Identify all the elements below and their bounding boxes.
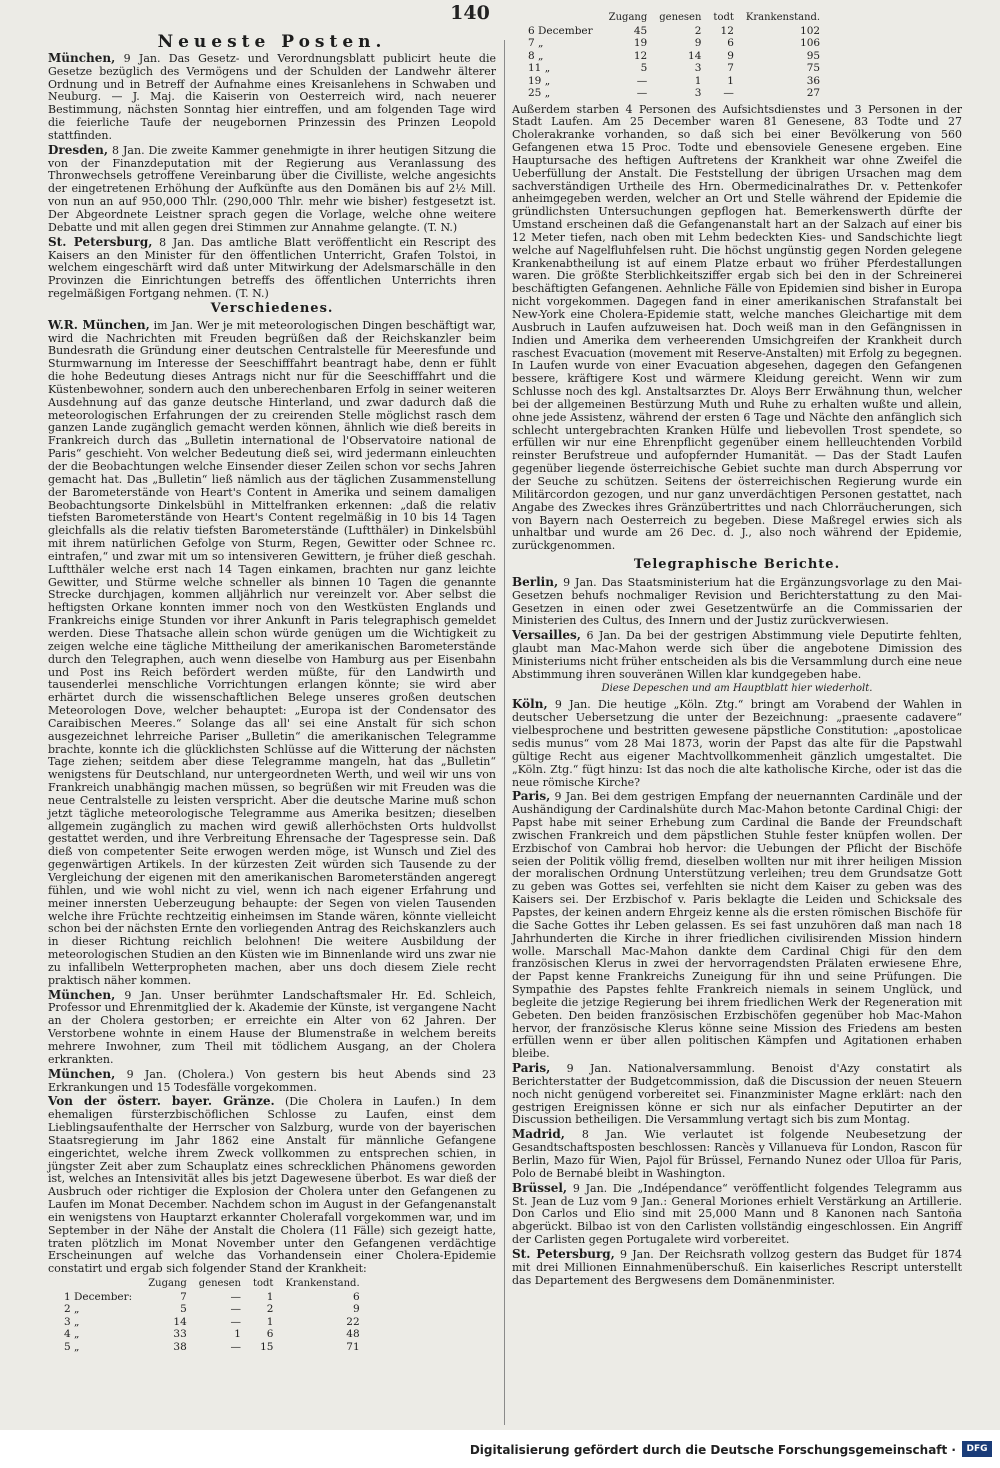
article [48, 1068, 496, 1095]
article-text: 9 Jan. Die „Indépendance“ veröffentlicht folgendes Telegramm aus St. Jean de Luz vom 9 Jan.: General Moriones erhielt Verstärkung an Artillerie. Don Carlos und Elio sind mit 25,000 Mann und 8 Kanonen nach Santoña abgerückt. Bilbao ist von den Carlisten vollständig eingeschlossen. Ein Angriff der Carlisten gegen Portugalete wird vorbereitet. [512, 1181, 963, 1247]
heading-telegraphische-berichte: Telegraphische Berichte. [633, 557, 841, 573]
table-cell: 106 [800, 37, 821, 49]
dispatch-note [512, 683, 962, 696]
article-text: 8 Jan. Die zweite Kammer genehmigte in ihrer heutigen Sitzung die von der Finanzdeputation mit der Regierung aus Veranlassung des Thronwechsels getroffene Vereinbarung über die Civilliste, welche angesichts der eingetretenen Erhöhung der Aufkünfte aus den Domänen bis auf 2½ Mill. von nun an auf 950,000 Thlr. (290,000 Thlr. mehr wie bisher) festgesetzt ist. Der Abgeordnete Leistner sprach gegen die Vorlage, welche ohne weitere Debatte und mit allen gegen drei Stimmen zur Annahme gelangte. (T. N.) [48, 143, 496, 234]
article-dateline: Versailles, [512, 628, 581, 643]
table-cell: 33 [173, 1328, 187, 1341]
table-cell: — [723, 87, 734, 99]
table-row [522, 87, 826, 100]
table-cell: 95 [806, 49, 821, 62]
table-cell: 38 [173, 1340, 187, 1353]
table-cell: 71 [346, 1340, 360, 1353]
table-cell: 2 „ [64, 1303, 80, 1316]
table-cell: — [636, 87, 648, 99]
article-dateline: Madrid, [512, 1127, 565, 1142]
article [48, 989, 496, 1067]
table-cell: 27 [806, 87, 821, 99]
table-cell: 36 [806, 74, 821, 87]
table-cell: 102 [800, 24, 821, 37]
table-cell: 4 „ [64, 1328, 80, 1341]
table-cell: — [636, 74, 648, 87]
article [48, 319, 496, 988]
article-dateline: St. Petersburg, [512, 1246, 615, 1261]
article [512, 1182, 962, 1247]
table-cell: — [230, 1290, 241, 1303]
table-header-cell: todt [252, 1278, 274, 1290]
table-row [58, 1341, 366, 1354]
table-row [522, 75, 826, 88]
article-text: 9 Jan. (Cholera.) Von gestern bis heut Abends sind 23 Erkrankungen und 15 Todesfälle vorgekommen. [48, 1067, 496, 1094]
table-cell: 3 [694, 62, 702, 74]
article-dateline: München, [48, 1066, 116, 1081]
table-cell: 12 [633, 49, 648, 62]
table-row [522, 50, 826, 63]
cholera-table-1 [58, 1278, 366, 1353]
table-header-cell [522, 12, 603, 25]
table-cell: 19 „ [528, 74, 551, 87]
article-dateline: Paris, [512, 1061, 551, 1076]
table-header-cell: genesen [198, 1278, 241, 1290]
article-dateline: Paris, [512, 789, 551, 804]
table-cell: 9 [694, 37, 702, 49]
article [48, 144, 496, 235]
article [512, 576, 962, 628]
table-cell: 6 December [528, 24, 593, 37]
table-header-cell: genesen [659, 12, 702, 23]
table-row [522, 37, 826, 50]
table-cell: 14 [688, 49, 702, 62]
cholera-table-2 [522, 12, 826, 100]
table-cell: 22 [346, 1315, 360, 1328]
article-dateline: St. Petersburg, [48, 234, 153, 249]
article [48, 52, 496, 143]
misc-list [48, 319, 496, 1276]
article [512, 629, 962, 681]
article-dateline: München, [48, 50, 116, 65]
table-header-cell: todt [713, 12, 734, 23]
table-row [58, 1316, 366, 1329]
dfg-logo-icon: DFG [962, 1441, 992, 1457]
table-cell: 1 [266, 1290, 274, 1303]
right-column [512, 10, 962, 1288]
table-cell: 25 „ [528, 87, 551, 99]
footer-text: Digitalisierung gefördert durch die Deutsche Forschungsgemeinschaft · [469, 1443, 956, 1457]
table-cell: 1 [266, 1315, 274, 1328]
heading-verschiedenes: Verschiedenes. [210, 300, 334, 316]
article-text: 8 Jan. Das amtliche Blatt veröffentlicht ein Rescript des Kaisers an den Minister für den öffentlichen Unterricht, Grafen Tolstoi, in welchem eingeschärft wird daß unter Mitwirkung der Adelsmarschälle in den Provinzen die Einrichtungen betreffs des öffentlichen Unterrichts ihren regelmäßigen Fortgang nehmen. (T. N.) [48, 235, 497, 301]
article-dateline: Von der österr. bayer. Gränze. [48, 1094, 275, 1109]
table-cell: 1 [694, 74, 702, 87]
news-list [48, 52, 496, 301]
table-cell: 14 [173, 1315, 187, 1328]
table-cell: 5 [640, 62, 648, 74]
article [512, 1248, 962, 1288]
table-cell: — [230, 1315, 241, 1328]
left-column [48, 24, 496, 1357]
table-cell: 12 [720, 24, 734, 37]
table-cell: 1 [727, 74, 734, 87]
article-dateline: Dresden, [48, 142, 109, 157]
table-header-cell: Zugang [148, 1278, 187, 1290]
page-number: 140 [450, 2, 490, 24]
laufen-article-continued: Außerdem starben 4 Personen des Aufsichtsdienstes und 3 Personen in der Stadt Laufen. Am 25 December waren 81 Genesene, 83 Todte und 27 Cholerakranke vorhanden, so daß sich bei einer Bevölkerung von 560 Gefangenen etwa 15 Proc. Todte und ebensoviele Genesene ergeben. Eine Hauptursache des heftigen Auftretens der Krankheit war ohne Zweifel die Ueberfüllung der Anstalt. Die Feststellung der übrigen Ursachen mag dem sachverständigen Urtheile des Hrn. Obermedicinalrathes Dr. v. Pettenkofer anheimgegeben werden, welcher an Ort und Stelle während der Epidemie die gründlichsten Untersuchungen gepflogen hat. Bemerkenswerth dürfte der Umstand erscheinen daß die Gefangenanstalt hart an der Salzach auf einer bis 12 Meter tiefen, nach oben mit Lehm bedeckten Kies- und Sandschichte liegt welche auf Nagelfluhfelsen ruht. Die höchst ungünstig gegen Norden gelegene Krankenabtheilung ist auf einem Platze erbaut wo früher Pferdestallungen waren. Die größte Sterblichkeitsziffer ergab sich bei den in der Schreinerei beschäftigten Gefangenen. Aehnliche Fälle von Epidemien sind bisher in Europa nicht vorgekommen. Dagegen fand in einer amerikanischen Strafanstalt bei New-York eine Cholera-Epidemie statt, welche manches Gleichartige mit dem Ausbruch in Laufen aufzuweisen hat. Doch weiß man in den Gefängnissen in Indien und Amerika dem verheerenden Umsichgreifen der Krankheit durch raschest Evacuation (movement mit Reserve-Anstalten) mit Erfolg zu begegnen. In Laufen wurde von einer Evacuation abgesehen, dagegen den Gefangenen bessere, kräftigere Kost und wärmere Kleidung gereicht. Wenn wir zum Schlusse noch des kgl. Anstaltsarztes Dr. Aloys Berr Erwähnung thun, welcher bei der allgemeinen Bestürzung Muth und Ruhe zu erhalten wußte und allein, ohne jede Assistenz, während der ersten 6 Tage und Nächte den anfänglich sich schlecht untergebrachten Kranken Hülfe und liebevollen Trost spendete, so erfüllen wir nur eine Ehrenpflicht gegenüber einem hellleuchtenden Vorbild reinster Berufstreue und aufopfernder Humanität. — Das der Stadt Laufen gegenüber liegende österreichische Gebiet suchte man durch Absperrung vor der Seuche zu schützen. Seitens der österreichischen Regierung wurde ein Militärcordon gezogen, und nur ganz unverdächtigen Personen gestattet, nach Angabe des Zweckes ihres Gränzübertrittes und nach Chlorräucherungen, sich von Bayern nach Oesterreich zu begeben. Diese Maßregel erwies sich als unhaltbar und wurde am 26 Dec. d. J., also noch während der Epidemie, zurückgenommen. [512, 102, 962, 553]
table-row [58, 1291, 366, 1304]
table-row [522, 62, 826, 75]
article-dateline: München, [48, 987, 116, 1002]
table-cell: — [230, 1340, 241, 1353]
article [512, 790, 962, 1061]
table-cell: 2 [694, 24, 702, 37]
table-cell: 11 „ [528, 62, 551, 74]
table-row [58, 1303, 366, 1316]
table-cell: 1 December: [64, 1290, 133, 1303]
article-text: (Die Cholera in Laufen.) In dem ehemaligen fürsterzbischöflichen Schlosse zu Laufen, einst dem Lieblingsaufenthalte der Herrscher von Salzburg, wurde von der bayerischen Staatsregierung im Jahr 1862 eine Anstalt für männliche Gefangene eingerichtet, welche ihrem Zweck vollkommen zu entsprechen schien, in jüngster Zeit aber zum Schauplatz eines schrecklichen Phänomens geworden ist, welches an Intensivität alles bis jetzt Dagewesene überbot. Es war dieß der Ausbruch oder richtiger die Explosion der Cholera unter den Gefangenen zu Laufen im Monat December. Nachdem schon im August in der Gefangenanstalt ein wenigstens von Hauptarzt erkannter Cholerafall vorgekommen war, und im September in der Nähe der Anstalt die Cholera (11 Fälle) sich gezeigt hatte, traten plötzlich im Monat November unter den Gefangenen verdächtige Erscheinungen auf welche das Vorhandensein einer Cholera-Epidemie constatirt und ergab sich folgender Stand der Krankheit: [48, 1095, 496, 1276]
table-cell: 3 [694, 87, 702, 99]
table-cell: 7 „ [528, 37, 544, 49]
table-cell: — [230, 1303, 241, 1316]
article-text: 8 Jan. Wie verlautet ist folgende Neubesetzung der Gesandtschaftsposten beschlossen: Rancès y Villanueva für London, Rascon für Berlin, Mazo für Wien, Pajol für Brüssel, Fernando Nunez oder Ulloa für Paris, Polo de Bernabé bleibt in Washington. [512, 1128, 963, 1180]
article-text: Diese Depeschen und am Hauptblatt hier wiederholt. [601, 682, 873, 694]
telegraph-list [512, 576, 962, 1288]
table-cell: 15 [260, 1340, 274, 1353]
article [48, 1095, 496, 1276]
table-cell: 5 [180, 1303, 187, 1316]
article-dateline: W.R. München, [48, 317, 150, 332]
table-row [522, 25, 826, 38]
table-cell: 48 [346, 1328, 360, 1341]
article-text: 6 Jan. Da bei der gestrigen Abstimmung viele Deputirte fehlten, glaubt man Mac-Mahon werde sich über die angebotene Dimission des Ministeriums nicht früher entscheiden als bis die Versammlung durch eine neue Abstimmung ihren souveränen Willen klar kundgegeben habe. [512, 629, 963, 681]
article [512, 1062, 962, 1127]
table-cell: 5 „ [64, 1340, 80, 1353]
table-cell: 6 [727, 37, 734, 49]
table-cell: 75 [806, 62, 821, 74]
table-header-row [522, 12, 826, 25]
table-cell: 9 [352, 1303, 360, 1316]
table-cell: 7 [727, 62, 734, 74]
article-text: 9 Jan. Die heutige „Köln. Ztg.“ bringt am Vorabend der Wahlen in deutscher Uebersetzung die unter der Bezeichnung: „praesente cadavere“ vielbesprochene und bestritten gewesene päpstliche Constitution: „apostolicae sedis munus“ vom 28 Mai 1873, worin der Papst das alte für die Papstwahl gültige Recht aus eigener Machtvollkommenheit gänzlich umgestaltet. Die „Köln. Ztg.“ fügt hinzu: Ist das noch die alte katholische Kirche, oder ist das die neue römische Kirche? [512, 698, 963, 789]
table-cell: 45 [633, 24, 648, 37]
table-cell: 9 [727, 49, 734, 62]
table-cell: 8 „ [528, 49, 544, 62]
article-text: 9 Jan. Nationalversammlung. Benoist d'Azy constatirt als Berichterstatter der Budgetcommission, daß die Discussion der neuen Steuern noch nicht genügend vorbereitet sei. Finanzminister Magne erklärt: nach den gestrigen Ereignissen könne er sich nur als einfacher Deputirter an der Discussion betheiligen. Die Versammlung vertagt sich bis zum Montag. [512, 1062, 963, 1127]
article-text: im Jan. Wer je mit meteorologischen Dingen beschäftigt war, wird die Nachrichten mit Freuden begrüßen daß der Reichskanzler beim Bundesrath die Gründung einer deutschen Centralstelle für Meeresfunde und Sturmwarnung im Interesse der Seeschifffahrt beantragt habe, denn er fühlt die hohe Bedeutung dieses Antrags nicht nur für die Seeschifffahrt und die Küstenbewohner, sondern auch den unberechenbaren Erfolg in seiner weiteren Ausdehnung auf das ganze deutsche Hinterland, und zwar dadurch daß die meteorologischen Erfahrungen der zu creirenden Stelle möglichst rasch dem ganzen Lande zugänglich gemacht werden können, ähnlich wie dieß bereits in Frankreich durch das „Bulletin international de l'Observatoire national de Paris“ geschieht. Von welcher Bedeutung dieß sei, wird jedermann einleuchten der die Beobachtungen welche Einsender dieser Zeilen schon vor sechs Jahren gemacht hat. Das „Bulletin“ ließ nämlich aus der täglichen Zusammenstellung der Barometerstände von Heart's Content in Amerika und seinem damaligen Beobachtungsorte Dinkelsbühl in Mittelfranken erkennen: „daß die relativ tiefsten Barometerstände von Heart's Content regelmäßig in 10 bis 14 Tagen gleichfalls als die relativ tiefsten Barometerstände (Luftthäler) in Dinkelsbühl mit ihrem natürlichen Gefolge von Sturm, Regen, Gewitter oder Schnee rc. eintrafen,“ und zwar mit um so intensiveren Gewittern, je früher dieß geschah. Luftthäler welche erst nach 14 Tagen einkamen, brachten nur ganz leichte Gewitter, und Stürme welche schneller als binnen 10 Tagen die genannte Strecke durchjagen, kommen alljährlich nur vereinzelt vor. Aber selbst die heftigsten Orkane konnten immer noch von den Westküsten Englands und Frankreichs einige Stunden vor ihrer Ankunft in Paris telegraphisch gemeldet werden. Diese Thatsache allein schon würde genügen um die Wichtigkeit zu zeigen welche eine tägliche Mittheilung der amerikanischen Barometerstände durch den Telegraphen, auch wenn dieselbe von Hamburg aus per Eisenbahn und Post ins Reich befördert werden müßte, für den Landwirth und tausenderlei menschliche Vorrichtungen erlangen könnte; sie wird aber erhärtet durch die wissenschaftlichen Belege unseres großen deutschen Meteorologen Dove, welcher behauptet: „Europa ist der Condensator des Caraibischen Meeres.“ Solange das all' sei eine Anstalt für sich schon ausgezeichnet lehrreiche Pariser „Bulletin“ die amerikanischen Telegramme brachte, konnte ich die glücklichsten Schlüsse auf die Witterung der nächsten Tage ziehen; seitdem aber diese Telegramme mangeln, hat das „Bulletin“ wenigstens für Deutschland, nur untergeordneten Werth, und weil wir uns von Frankreich unabhängig machen müssen, so begrüßen wir mit Freuden was die neue Centralstelle zu leisten verspricht. Aber die deutsche Marine muß schon jetzt tägliche meteorologische Telegramme aus Amerika besitzen; dieselben allgemein zugänglich zu machen wird gewiß allerhöchsten Orts huldvollst gestattet werden, und ihre Verbreitung Ehrensache der Tagespresse sein. Daß dieß von competenter Seite erwogen werden möge, ist Wunsch und Ziel des gegenwärtigen Artikels. In der kürzesten Zeit würden sich Tausende zu der Vergleichung der eigenen mit den amerikanischen Barometerständen angeregt fühlen, und wie wohl nicht zu viel, wenn ich nach eigener Erfahrung und meiner innersten Ueberzeugung behaupte: der Segen von vielen Tausenden welche ihre Früchte rechtzeitig einheimsen im Stande wären, könnte vielleicht schon bei der nächsten Ernte den vorliegenden Antrag des Reichskanzlers auch in dieser Richtung reichlich belohnen! Die weitere Ausbildung der meteorologischen Studien an den Küsten wie im Binnenlande wird uns zwar nie zu infallibeln Wetterpropheten machen, aber uns doch diesem Ziele recht praktisch näher kommen. [48, 318, 497, 987]
table-cell: 6 [266, 1328, 274, 1341]
footer-bar [0, 1430, 1000, 1468]
table-header-row [58, 1278, 366, 1291]
article-text: 9 Jan. Das Staatsministerium hat die Ergänzungsvorlage zu den Mai-Gesetzen behufs nochmaliger Revision und Berichterstattung zu den Mai-Gesetzen in einen oder zwei Gesetzentwürfe an die Commissarien der Ministerien des Cultus, des Innern und der Justiz zurückverwiesen. [512, 575, 962, 628]
column-divider [504, 40, 505, 1425]
table-cell: 3 „ [64, 1315, 80, 1328]
table-cell: 1 [234, 1328, 241, 1341]
table-cell: 7 [180, 1290, 187, 1303]
article-text: 9 Jan. Der Reichsrath vollzog gestern das Budget für 1874 mit drei Millionen Einnahmenüberschuß. Ein kaiserliches Rescript unterstellt das Departement des Bergwesens dem Domänenminister. [512, 1247, 962, 1287]
table-header-cell: Krankenstand. [745, 12, 821, 23]
article-dateline: Berlin, [512, 574, 559, 589]
table-header-cell: Zugang [608, 12, 648, 23]
heading-neueste-posten: Neueste Posten. [157, 32, 387, 52]
article-text: 9 Jan. Bei dem gestrigen Empfang der neuernannten Cardinäle und der Aushändigung der Cardinalshüte durch Mac-Mahon betonte Cardinal Chigi: der Papst habe mit seiner Erhebung zum Cardinal die Bande der Freundschaft zwischen Frankreich und dem päpstlichen Stuhle fester knüpfen wollen. Der Erzbischof von Cambrai hob hervor: die Uebungen der Pflicht der Bischöfe seien der Politik völlig fremd, dieselben wollten nur mit ihrer heiligen Mission der moralischen Ordnung Unterstützung verleihen; treu dem Grundsatze Gott zu geben was Gottes sei, verfehlten sie nicht dem Kaiser zu geben was des Kaisers sei. Der Erzbischof v. Paris beklagte die Leiden und Schicksale des Papstes, der keinen andern Ehrgeiz kenne als die ersten römischen Bischöfe für die Sache Gottes ihr Leben gelassen. Es sei fast unzuhören daß man nach 18 Jahrhunderten die Kirche in ihrer friedlichen civilisirenden Mission hindern wolle. Marschall Mac-Mahon dankte dem Cardinal Chigi für den dem französischen Klerus in zwei der hervorragendsten Prälaten erwiesene Ehre, der Papst kenne Frankreichs Zuneigung für ihn und seine Prüfungen. Die Sympathie des Papstes fehlte Frankreich niemals in seinem Unglück, und begleite die jetzige Regierung bei ihrem friedlichen Werk der Regeneration mit Gebeten. Den beiden französischen Erzbischöfen gegenüber hob Mac-Mahon hervor, der französische Klerus könne seine Mission des Friedens am besten erfüllen wenn er über allen politischen Kämpfen und Agitationen erhaben bleibe. [512, 790, 962, 1061]
article-dateline: Brüssel, [512, 1180, 568, 1195]
table-header-cell [58, 1278, 142, 1291]
table-cell: 2 [266, 1303, 274, 1316]
article-text: 9 Jan. Das Gesetz- und Verordnungsblatt publicirt heute die Gesetze bezüglich des Vermögens und der Schulden der Landwehr älterer Ordnung und in Betreff der Aufnahme eines Kreisanlehens in Schwaben und Neuburg. — J. Maj. die Kaiserin von Oesterreich wird, nach neuerer Bestimmung, nächsten Sonntag hier eintreffen, und am folgenden Tage wird die feierliche Taufe der neugebornen Prinzessin des Prinzen Leopold stattfinden. [48, 51, 496, 142]
article [512, 698, 962, 789]
table-header-cell: Krankenstand. [285, 1278, 360, 1290]
article-dateline: Köln, [512, 697, 548, 712]
table-row [58, 1328, 366, 1341]
article [48, 236, 496, 301]
article [512, 1128, 962, 1180]
table-cell: 6 [352, 1290, 360, 1303]
article-text: 9 Jan. Unser berühmter Landschaftsmaler Hr. Ed. Schleich, Professor und Ehrenmitglied der k. Akademie der Künste, ist vergangene Nacht an der Cholera gestorben; er erreichte ein Alter von 62 Jahren. Der Verstorbene wohnte in einem Hause der Blumenstraße in welchem bereits mehrere Inwohner, zum Theil mit tödlichem Ausgang, an der Cholera erkrankten. [48, 988, 497, 1066]
table-cell: 19 [633, 37, 648, 49]
